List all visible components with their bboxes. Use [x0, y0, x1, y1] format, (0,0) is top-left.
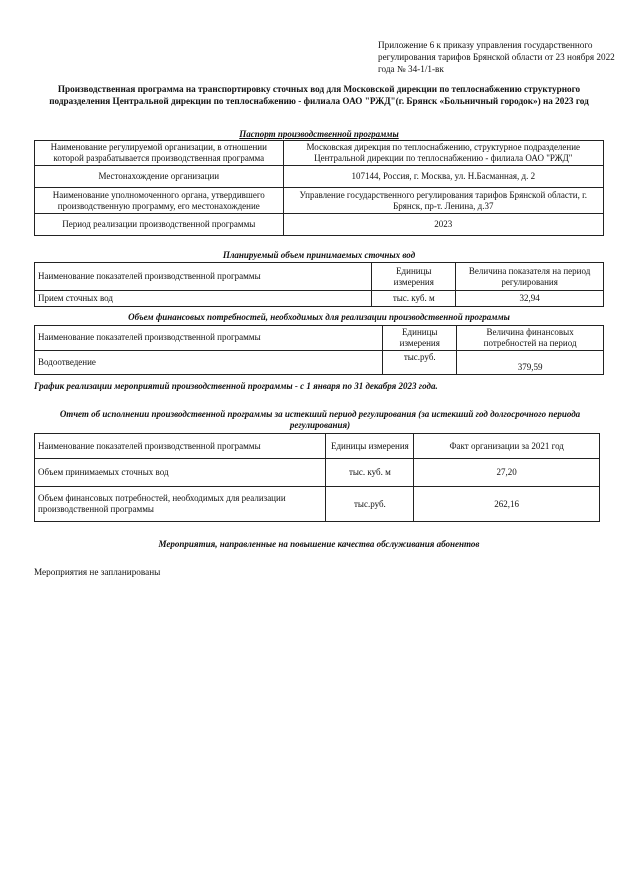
finance-table — [34, 325, 604, 375]
table-cell: тыс. куб. м — [372, 291, 456, 307]
table-row — [35, 459, 600, 487]
column-header: Единицы измерения — [372, 263, 456, 291]
passport-label: Наименование уполномоченного органа, утвердившего производственную программу, его местонахождение — [35, 188, 284, 214]
table-cell: тыс. куб. м — [326, 459, 414, 487]
table-row — [35, 166, 604, 188]
measures-title: Мероприятия, направленные на повышение качества обслуживания абонентов — [158, 539, 480, 549]
annex-note: Приложение 6 к приказу управления государственного регулирования тарифов Брянской области от 23 ноября 2022 года № 34-1/1-вк — [378, 40, 615, 74]
column-header: Единицы измерения — [326, 434, 414, 459]
measures-text: Мероприятия не запланированы — [34, 567, 161, 577]
passport-value: 107144, Россия, г. Москва, ул. Н.Басманная, д. 2 — [283, 166, 603, 188]
table-row — [35, 434, 600, 459]
table-cell: 262,16 — [414, 487, 600, 522]
passport-label: Наименование регулируемой организации, в отношении которой разрабатывается производственная программа — [35, 141, 284, 166]
table-row — [35, 326, 604, 351]
table-row — [35, 188, 604, 214]
column-header: Наименование показателей производственной программы — [35, 434, 326, 459]
table-cell: 32,94 — [456, 291, 604, 307]
document-title: Производственная программа на транспортировку сточных вод для Московской дирекции по теплоснабжению структурного подразделения Центральной дирекции по теплоснабжению - филиала ОАО "РЖД"(г. Брянск «Больничный городок») на 2023 год — [49, 84, 589, 106]
table-row — [35, 141, 604, 166]
table-row — [35, 350, 604, 374]
column-header: Факт организации за 2021 год — [414, 434, 600, 459]
column-header: Величина показателя на период регулирования — [456, 263, 604, 291]
passport-label: Местонахождение организации — [35, 166, 284, 188]
column-header: Наименование показателей производственной программы — [35, 263, 372, 291]
column-header: Величина финансовых потребностей на период — [457, 326, 604, 351]
finance-title: Объем финансовых потребностей, необходимых для реализации производственной программы — [128, 312, 510, 322]
table-cell: 379,59 — [457, 350, 604, 374]
schedule-text: График реализации мероприятий производственной программы - с 1 января по 31 декабря 2023 года. — [34, 381, 438, 391]
report-title: Отчет об исполнении производственной программы за истекший период регулирования (за истекший год долгосрочного периода регулирования) — [59, 409, 581, 430]
passport-title: Паспорт производственной программы — [239, 129, 399, 139]
passport-label: Период реализации производственной программы — [35, 214, 284, 236]
table-row — [35, 214, 604, 236]
table-cell: Объем принимаемых сточных вод — [35, 459, 326, 487]
report-table — [34, 433, 600, 522]
table-cell: Водоотведение — [35, 350, 383, 374]
table-row — [35, 487, 600, 522]
table-cell: Прием сточных вод — [35, 291, 372, 307]
column-header: Единицы измерения — [383, 326, 457, 351]
table-row — [35, 263, 604, 291]
table-row — [35, 291, 604, 307]
passport-value: Московская дирекция по теплоснабжению, структурное подразделение Центральной дирекции по теплоснабжению - филиала ОАО "РЖД" — [283, 141, 603, 166]
column-header: Наименование показателей производственной программы — [35, 326, 383, 351]
volume-table — [34, 262, 604, 307]
table-cell: тыс.руб. — [326, 487, 414, 522]
table-cell: тыс.руб. — [383, 350, 457, 374]
table-cell: Объем финансовых потребностей, необходимых для реализации производственной программы — [35, 487, 326, 522]
passport-table — [34, 140, 604, 236]
passport-value: 2023 — [283, 214, 603, 236]
table-cell: 27,20 — [414, 459, 600, 487]
volume-title: Планируемый объем принимаемых сточных вод — [222, 250, 416, 260]
passport-value: Управление государственного регулирования тарифов Брянской области, г. Брянск, пр-т. Ленина, д.37 — [283, 188, 603, 214]
